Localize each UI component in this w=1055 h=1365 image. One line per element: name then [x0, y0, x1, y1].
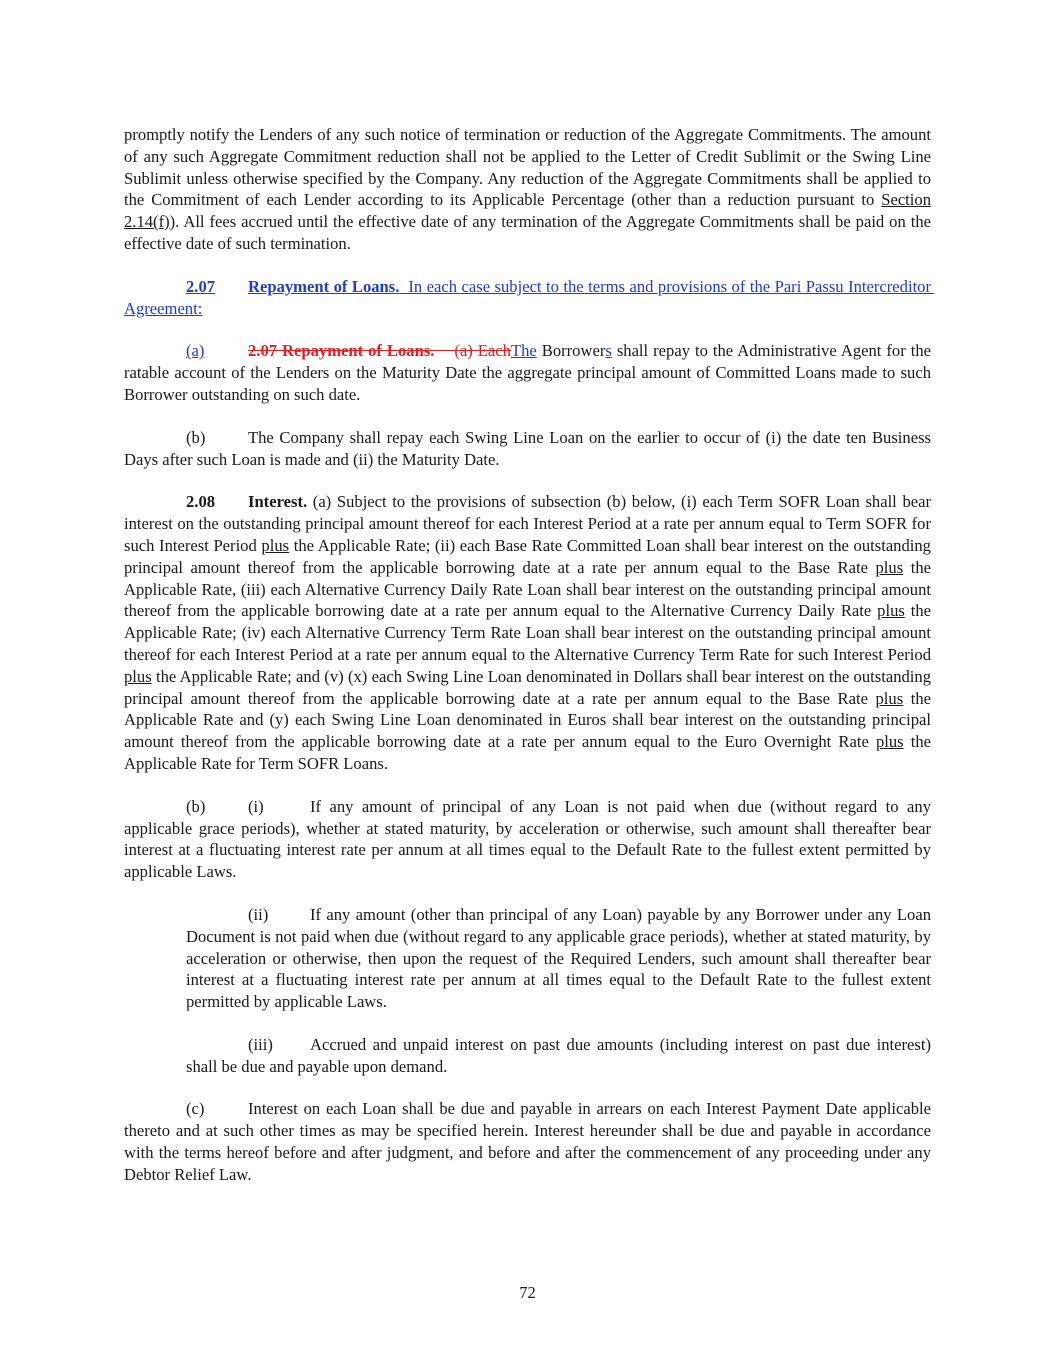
section-title: Interest.: [248, 492, 308, 512]
paragraph-termination: [124, 124, 931, 255]
section-2-08-a: [124, 491, 931, 774]
paragraph-text: The Company shall repay each Swing Line Loan on the earlier to occur of (i) the date ten Business Days after such Loan is made and (ii) the Maturity Date.: [124, 427, 931, 469]
paragraph-text: (a) Subject to the provisions of subsection (b) below, (i) each Term SOFR Loan shall bear interest on the outstanding principal amount thereof for each Interest Period at a rate per annum equal to Term SOFR for such Interest Period: [124, 492, 931, 555]
paragraph-text: the Applicable Rate; (ii) each Base Rate Committed Loan shall bear interest on the outstanding principal amount thereof from the applicable borrowing date at a rate per annum equal to the Base Rate: [124, 535, 931, 577]
paragraph-text: the Applicable Rate; and (v) (x) each Swing Line Loan denominated in Dollars shall bear interest on the outstanding principal amount thereof from the applicable borrowing date at a rate per annum equal to the Base Rate: [124, 666, 931, 708]
section-2-08-b-iii: [186, 1034, 931, 1078]
section-2-07-a: [124, 340, 931, 405]
inserted-letter: s: [605, 341, 612, 361]
paragraph-text-tail: ). All fees accrued until the effective date of any termination of the Aggregate Commitments shall be paid on the effective date of such termination.: [124, 212, 931, 253]
subclause-label: (iii): [248, 1034, 273, 1054]
section-title: Repayment of Loans.: [248, 276, 400, 296]
section-2-08-c: [124, 1098, 931, 1185]
deleted-heading: 2.07 Repayment of Loans.: [248, 341, 435, 361]
plus-term: plus: [261, 535, 290, 555]
paragraph-text: promptly notify the Lenders of any such notice of termination or reduction of the Aggregate Commitments. The amount of any such Aggregate Commitment reduction shall not be applied to the Letter of Credit Sublimit or the Swing Line Sublimit unless otherwise specified by the Company. Any reduction of the Aggregate Commitments shall be applied to the Commitment of each Lender according to its Applicable Percentage (other than a reduction pursuant to: [124, 125, 931, 210]
deleted-word: Each: [477, 341, 511, 361]
inserted-text: In each case subject to the terms and provisions of the Pari Passu Intercreditor Agreement:: [124, 276, 935, 318]
subclause-label: (i): [248, 796, 264, 816]
plus-term: plus: [124, 666, 152, 686]
plus-term: plus: [877, 601, 905, 621]
paragraph-text: the Applicable Rate and (y) each Swing Line Loan denominated in Euros shall bear interest on the outstanding principal amount thereof from the applicable borrowing date at a rate per annum equal to the Euro Overnight Rate: [124, 688, 931, 752]
document-page: [124, 124, 935, 1186]
section-number: 2.08: [186, 492, 216, 512]
clause-label: (b): [186, 427, 206, 447]
paragraph-text: Interest on each Loan shall be due and payable in arrears on each Interest Payment Date applicable thereto and at such other times as may be specified herein. Interest hereunder shall be due and payable in accordance with the terms hereof before and after judgment, and before and after the commencement of any proceeding under any Debtor Relief Law.: [124, 1099, 931, 1184]
clause-label: (b): [186, 796, 206, 816]
deleted-label: (a): [434, 341, 478, 361]
section-2-07-heading: [124, 276, 935, 320]
section-number: 2.07: [186, 276, 216, 296]
section-2-07-b: [124, 427, 931, 471]
paragraph-text: the Applicable Rate for Term SOFR Loans.: [124, 732, 931, 773]
plus-term: plus: [875, 732, 904, 752]
subclause-label: (ii): [248, 904, 269, 924]
section-reference: Section 2.14(f): [124, 190, 931, 232]
plus-term: plus: [875, 688, 904, 708]
paragraph-text: Accrued and unpaid interest on past due amounts (including interest on past due interest) shall be due and payable upon demand.: [186, 1034, 931, 1076]
paragraph-text: Borrower: [536, 341, 606, 361]
page-number: 72: [519, 1283, 536, 1302]
clause-label: (c): [186, 1099, 205, 1119]
inserted-word: The: [510, 341, 537, 361]
paragraph-text: the Applicable Rate; (iv) each Alternative Currency Term Rate Loan shall bear interest on the outstanding principal amount thereof for each Interest Period at a rate per annum equal to the Alternative Currency Term Rate for such Interest Period: [124, 601, 932, 664]
paragraph-text: the Applicable Rate, (iii) each Alternative Currency Daily Rate Loan shall bear interest on the outstanding principal amount thereof from the applicable borrowing date at a rate per annum equal to the Alternative Currency Daily Rate: [124, 557, 931, 621]
paragraph-text: shall repay to the Administrative Agent for the ratable account of the Lenders on the Maturity Date the aggregate principal amount of Committed Loans made to such Borrower outstanding on such date.: [124, 341, 931, 404]
plus-term: plus: [875, 557, 904, 577]
paragraph-text: If any amount of principal of any Loan is not paid when due (without regard to any applicable grace periods), whether at stated maturity, by acceleration or otherwise, such amount shall thereafter bear interest at a fluctuating interest rate per annum at all times equal to the Default Rate to the fullest extent permitted by applicable Laws.: [124, 796, 931, 882]
inserted-label: (a): [186, 341, 205, 361]
section-2-08-b-i: [124, 796, 931, 883]
section-2-08-b-ii: [186, 904, 931, 1013]
paragraph-text: If any amount (other than principal of any Loan) payable by any Borrower under any Loan Document is not paid when due (without regard to any applicable grace periods), whether at stated maturity, by acceleration or otherwise, then upon the request of the Required Lenders, such amount shall thereafter bear interest at a fluctuating interest rate per annum at all times equal to the Default Rate to the fullest extent permitted by applicable Laws.: [186, 904, 931, 1012]
